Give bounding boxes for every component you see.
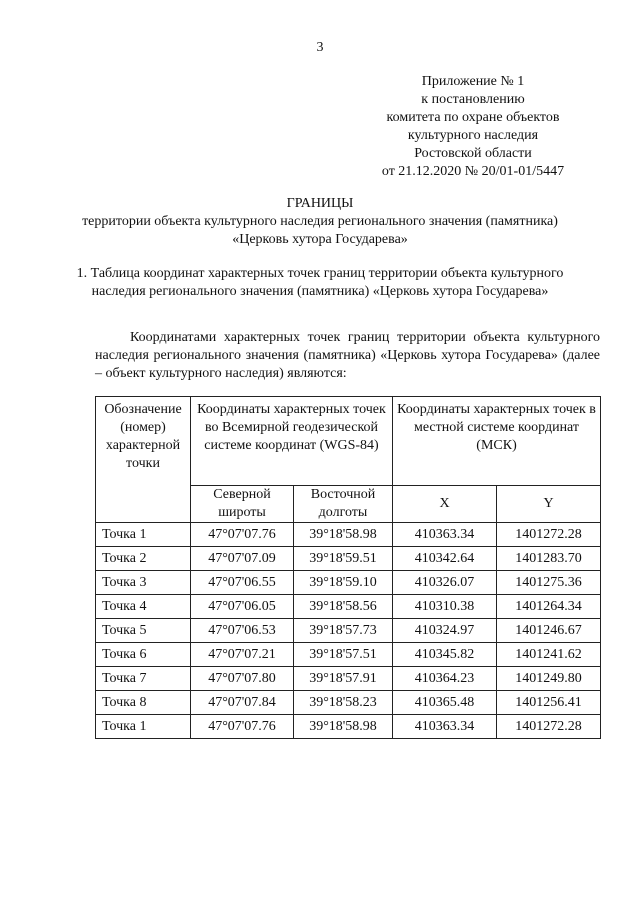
cell-north: 47°07'06.53 [191,619,294,643]
cell-y: 1401272.28 [497,715,601,739]
table-row [96,691,601,715]
cell-x: 410345.82 [393,643,497,667]
table-row [96,595,601,619]
cell-east: 39°18'58.98 [294,715,393,739]
cell-point: Точка 1 [96,523,191,547]
cell-y: 1401246.67 [497,619,601,643]
cell-x: 410363.34 [393,715,497,739]
appendix-line: Ростовской области [414,146,532,161]
header-x: X [393,486,497,523]
table-row [96,619,601,643]
cell-east: 39°18'59.51 [294,547,393,571]
appendix-line: от 21.12.2020 № 20/01-01/5447 [381,164,565,179]
table-row [96,667,601,691]
cell-point: Точка 4 [96,595,191,619]
cell-north: 47°07'07.76 [191,715,294,739]
cell-north: 47°07'07.80 [191,667,294,691]
cell-x: 410324.97 [393,619,497,643]
header-y: Y [497,486,601,523]
cell-y: 1401264.34 [497,595,601,619]
table-header-row [96,397,601,486]
page-number: 3 [316,40,324,55]
header-point: Обозначение (номер) характерной точки [96,397,191,523]
appendix-line: культурного наследия [407,128,539,143]
header-east: Восточной долготы [294,486,393,523]
appendix-block [358,73,588,181]
cell-x: 410364.23 [393,667,497,691]
cell-x: 410342.64 [393,547,497,571]
appendix-line: к постановлению [421,92,525,107]
document-title [60,195,580,249]
cell-east: 39°18'58.98 [294,523,393,547]
cell-x: 410326.07 [393,571,497,595]
cell-y: 1401256.41 [497,691,601,715]
cell-y: 1401241.62 [497,643,601,667]
cell-y: 1401249.80 [497,667,601,691]
title-line: территории объекта культурного наследия регионального значения (памятника) [82,214,558,229]
title-heading: ГРАНИЦЫ [286,196,354,211]
cell-north: 47°07'07.09 [191,547,294,571]
table-row [96,547,601,571]
cell-y: 1401275.36 [497,571,601,595]
cell-point: Точка 8 [96,691,191,715]
table-row [96,523,601,547]
cell-x: 410365.48 [393,691,497,715]
cell-point: Точка 2 [96,547,191,571]
cell-x: 410363.34 [393,523,497,547]
cell-y: 1401283.70 [497,547,601,571]
appendix-line: комитета по охране объектов [386,110,560,125]
cell-east: 39°18'59.10 [294,571,393,595]
cell-point: Точка 3 [96,571,191,595]
coordinates-table [95,396,601,739]
cell-north: 47°07'07.84 [191,691,294,715]
header-wgs-group: Координаты характерных точек во Всемирной геодезической системе координат (WGS-84) [191,397,393,486]
section-heading: 1. Таблица координат характерных точек границ территории объекта культурного наследия регионального значения (памятника) «Церковь хутора Государева» [76,266,564,299]
header-north: Северной широты [191,486,294,523]
cell-point: Точка 5 [96,619,191,643]
cell-point: Точка 6 [96,643,191,667]
cell-point: Точка 1 [96,715,191,739]
table-row [96,571,601,595]
table-row [96,643,601,667]
cell-x: 410310.38 [393,595,497,619]
intro-paragraph: Координатами характерных точек границ территории объекта культурного наследия регионального значения (памятника) «Церковь хутора Государева» (далее – объект культурного наследия) являются: [95,330,600,381]
cell-point: Точка 7 [96,667,191,691]
cell-east: 39°18'58.56 [294,595,393,619]
appendix-line: Приложение № 1 [421,74,525,89]
cell-north: 47°07'07.76 [191,523,294,547]
header-msk-group: Координаты характерных точек в местной системе координат (МСК) [393,397,601,486]
cell-north: 47°07'06.55 [191,571,294,595]
cell-east: 39°18'58.23 [294,691,393,715]
cell-north: 47°07'06.05 [191,595,294,619]
cell-north: 47°07'07.21 [191,643,294,667]
cell-y: 1401272.28 [497,523,601,547]
table-row [96,715,601,739]
cell-east: 39°18'57.91 [294,667,393,691]
title-line: «Церковь хутора Государева» [232,232,408,247]
cell-east: 39°18'57.51 [294,643,393,667]
cell-east: 39°18'57.73 [294,619,393,643]
